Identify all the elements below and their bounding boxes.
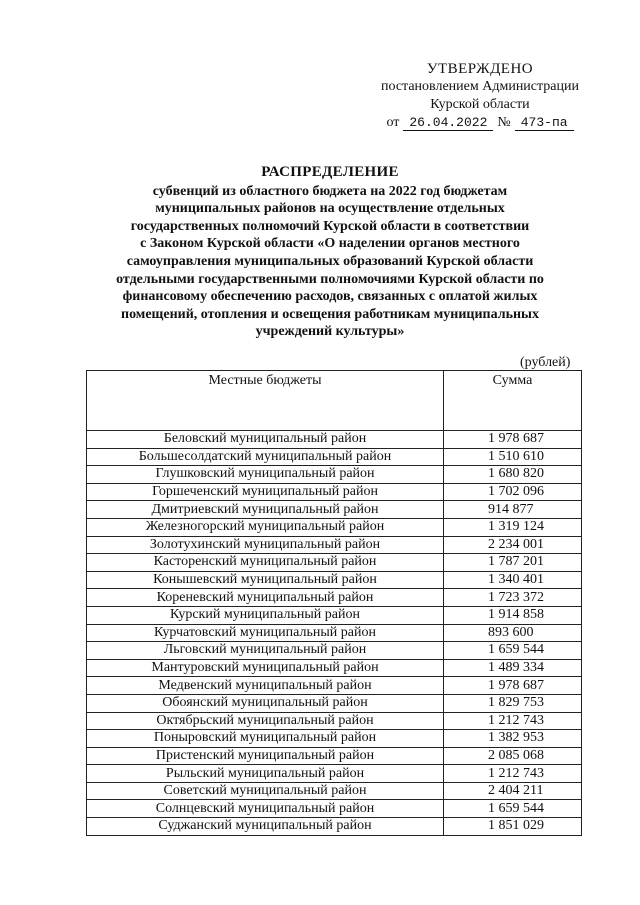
sum-cell: 2 404 211 [444,782,582,800]
approval-date: 26.04.2022 [403,115,493,131]
title-line: государственных полномочий Курской области в соответствии [130,218,530,234]
district-name-cell: Курский муниципальный район [87,606,444,624]
table-row [87,677,582,695]
table-row [87,730,582,748]
table-row [87,800,582,818]
table-row [87,466,582,484]
district-name-cell: Медвенский муниципальный район [87,677,444,695]
sum-cell: 1 659 544 [444,800,582,818]
sum-cell: 1 489 334 [444,659,582,677]
number-prefix: № [497,115,511,130]
title-line: с Законом Курской области «О наделении органов местного [140,236,520,252]
date-prefix: от [386,115,400,130]
district-name-cell: Золотухинский муниципальный район [87,536,444,554]
table-row [87,624,582,642]
title-line: муниципальных районов на осуществление отдельных [155,201,505,217]
table-row [87,818,582,836]
table-row [87,606,582,624]
district-name-cell: Льговский муниципальный район [87,642,444,660]
district-name-cell: Пристенский муниципальный район [87,747,444,765]
sum-cell: 893 600 [444,624,582,642]
district-name-cell: Большесолдатский муниципальный район [87,448,444,466]
title-line: отдельными государственными полномочиями Курской области по [116,271,544,287]
sum-cell: 1 978 687 [444,431,582,449]
table-row [87,659,582,677]
sum-cell: 1 787 201 [444,554,582,572]
table-row [87,448,582,466]
sum-cell: 1 382 953 [444,730,582,748]
table-row [87,694,582,712]
distribution-table [86,370,582,836]
sum-cell: 1 851 029 [444,818,582,836]
sum-cell: 1 659 544 [444,642,582,660]
table-row [87,536,582,554]
table-row [87,554,582,572]
table-header-row [87,371,582,431]
district-name-cell: Солнцевский муниципальный район [87,800,444,818]
district-name-cell: Беловский муниципальный район [87,431,444,449]
document-title [80,164,580,341]
sum-cell: 1 319 124 [444,518,582,536]
district-name-cell: Советский муниципальный район [87,782,444,800]
sum-cell: 1 340 401 [444,571,582,589]
title-line: финансовому обеспечению расходов, связанных с оплатой жилых [122,289,538,305]
column-header-budgets: Местные бюджеты [87,371,444,431]
district-name-cell: Суджанский муниципальный район [87,818,444,836]
district-name-cell: Мантуровский муниципальный район [87,659,444,677]
district-name-cell: Глушковский муниципальный район [87,466,444,484]
district-name-cell: Октябрьский муниципальный район [87,712,444,730]
district-name-cell: Горшеченский муниципальный район [87,483,444,501]
district-name-cell: Конышевский муниципальный район [87,571,444,589]
column-header-sum: Сумма [444,371,582,431]
sum-cell: 1 829 753 [444,694,582,712]
table-row [87,501,582,519]
district-name-cell: Кореневский муниципальный район [87,589,444,607]
district-name-cell: Рыльский муниципальный район [87,765,444,783]
approval-line-2: Курской области [430,97,530,112]
sum-cell: 1 212 743 [444,712,582,730]
title-line: субвенций из областного бюджета на 2022 год бюджетам [152,183,508,199]
table-row [87,483,582,501]
district-name-cell: Касторенский муниципальный район [87,554,444,572]
sum-cell: 1 510 610 [444,448,582,466]
approval-date-line [360,114,600,132]
table-row [87,712,582,730]
sum-cell: 1 212 743 [444,765,582,783]
table-row [87,589,582,607]
table-row [87,782,582,800]
sum-cell: 1 914 858 [444,606,582,624]
sum-cell: 2 234 001 [444,536,582,554]
table-row [87,747,582,765]
approval-heading: УТВЕРЖДЕНО [426,61,534,77]
district-name-cell: Дмитриевский муниципальный район [87,501,444,519]
title-line: самоуправления муниципальных образований Курской области [126,253,534,269]
sum-cell: 914 877 [444,501,582,519]
approval-number: 473-па [515,115,574,131]
sum-cell: 1 978 687 [444,677,582,695]
table-row [87,518,582,536]
sum-cell: 1 680 820 [444,466,582,484]
district-name-cell: Курчатовский муниципальный район [87,624,444,642]
sum-cell: 1 723 372 [444,589,582,607]
district-name-cell: Поныровский муниципальный район [87,730,444,748]
title-lines [80,183,580,341]
table-row [87,765,582,783]
title-line: учреждений культуры» [255,324,405,340]
approval-stamp [360,60,600,132]
sum-cell: 2 085 068 [444,747,582,765]
table-row [87,431,582,449]
title-line: помещений, отопления и освещения работникам муниципальных [121,306,539,322]
sum-cell: 1 702 096 [444,483,582,501]
table-row [87,571,582,589]
table-row [87,642,582,660]
units-label: (рублей) [520,355,571,370]
approval-line-1: постановлением Администрации [381,79,579,94]
district-name-cell: Железногорский муниципальный район [87,518,444,536]
district-name-cell: Обоянский муниципальный район [87,694,444,712]
title-heading: РАСПРЕДЕЛЕНИЕ [261,164,399,180]
